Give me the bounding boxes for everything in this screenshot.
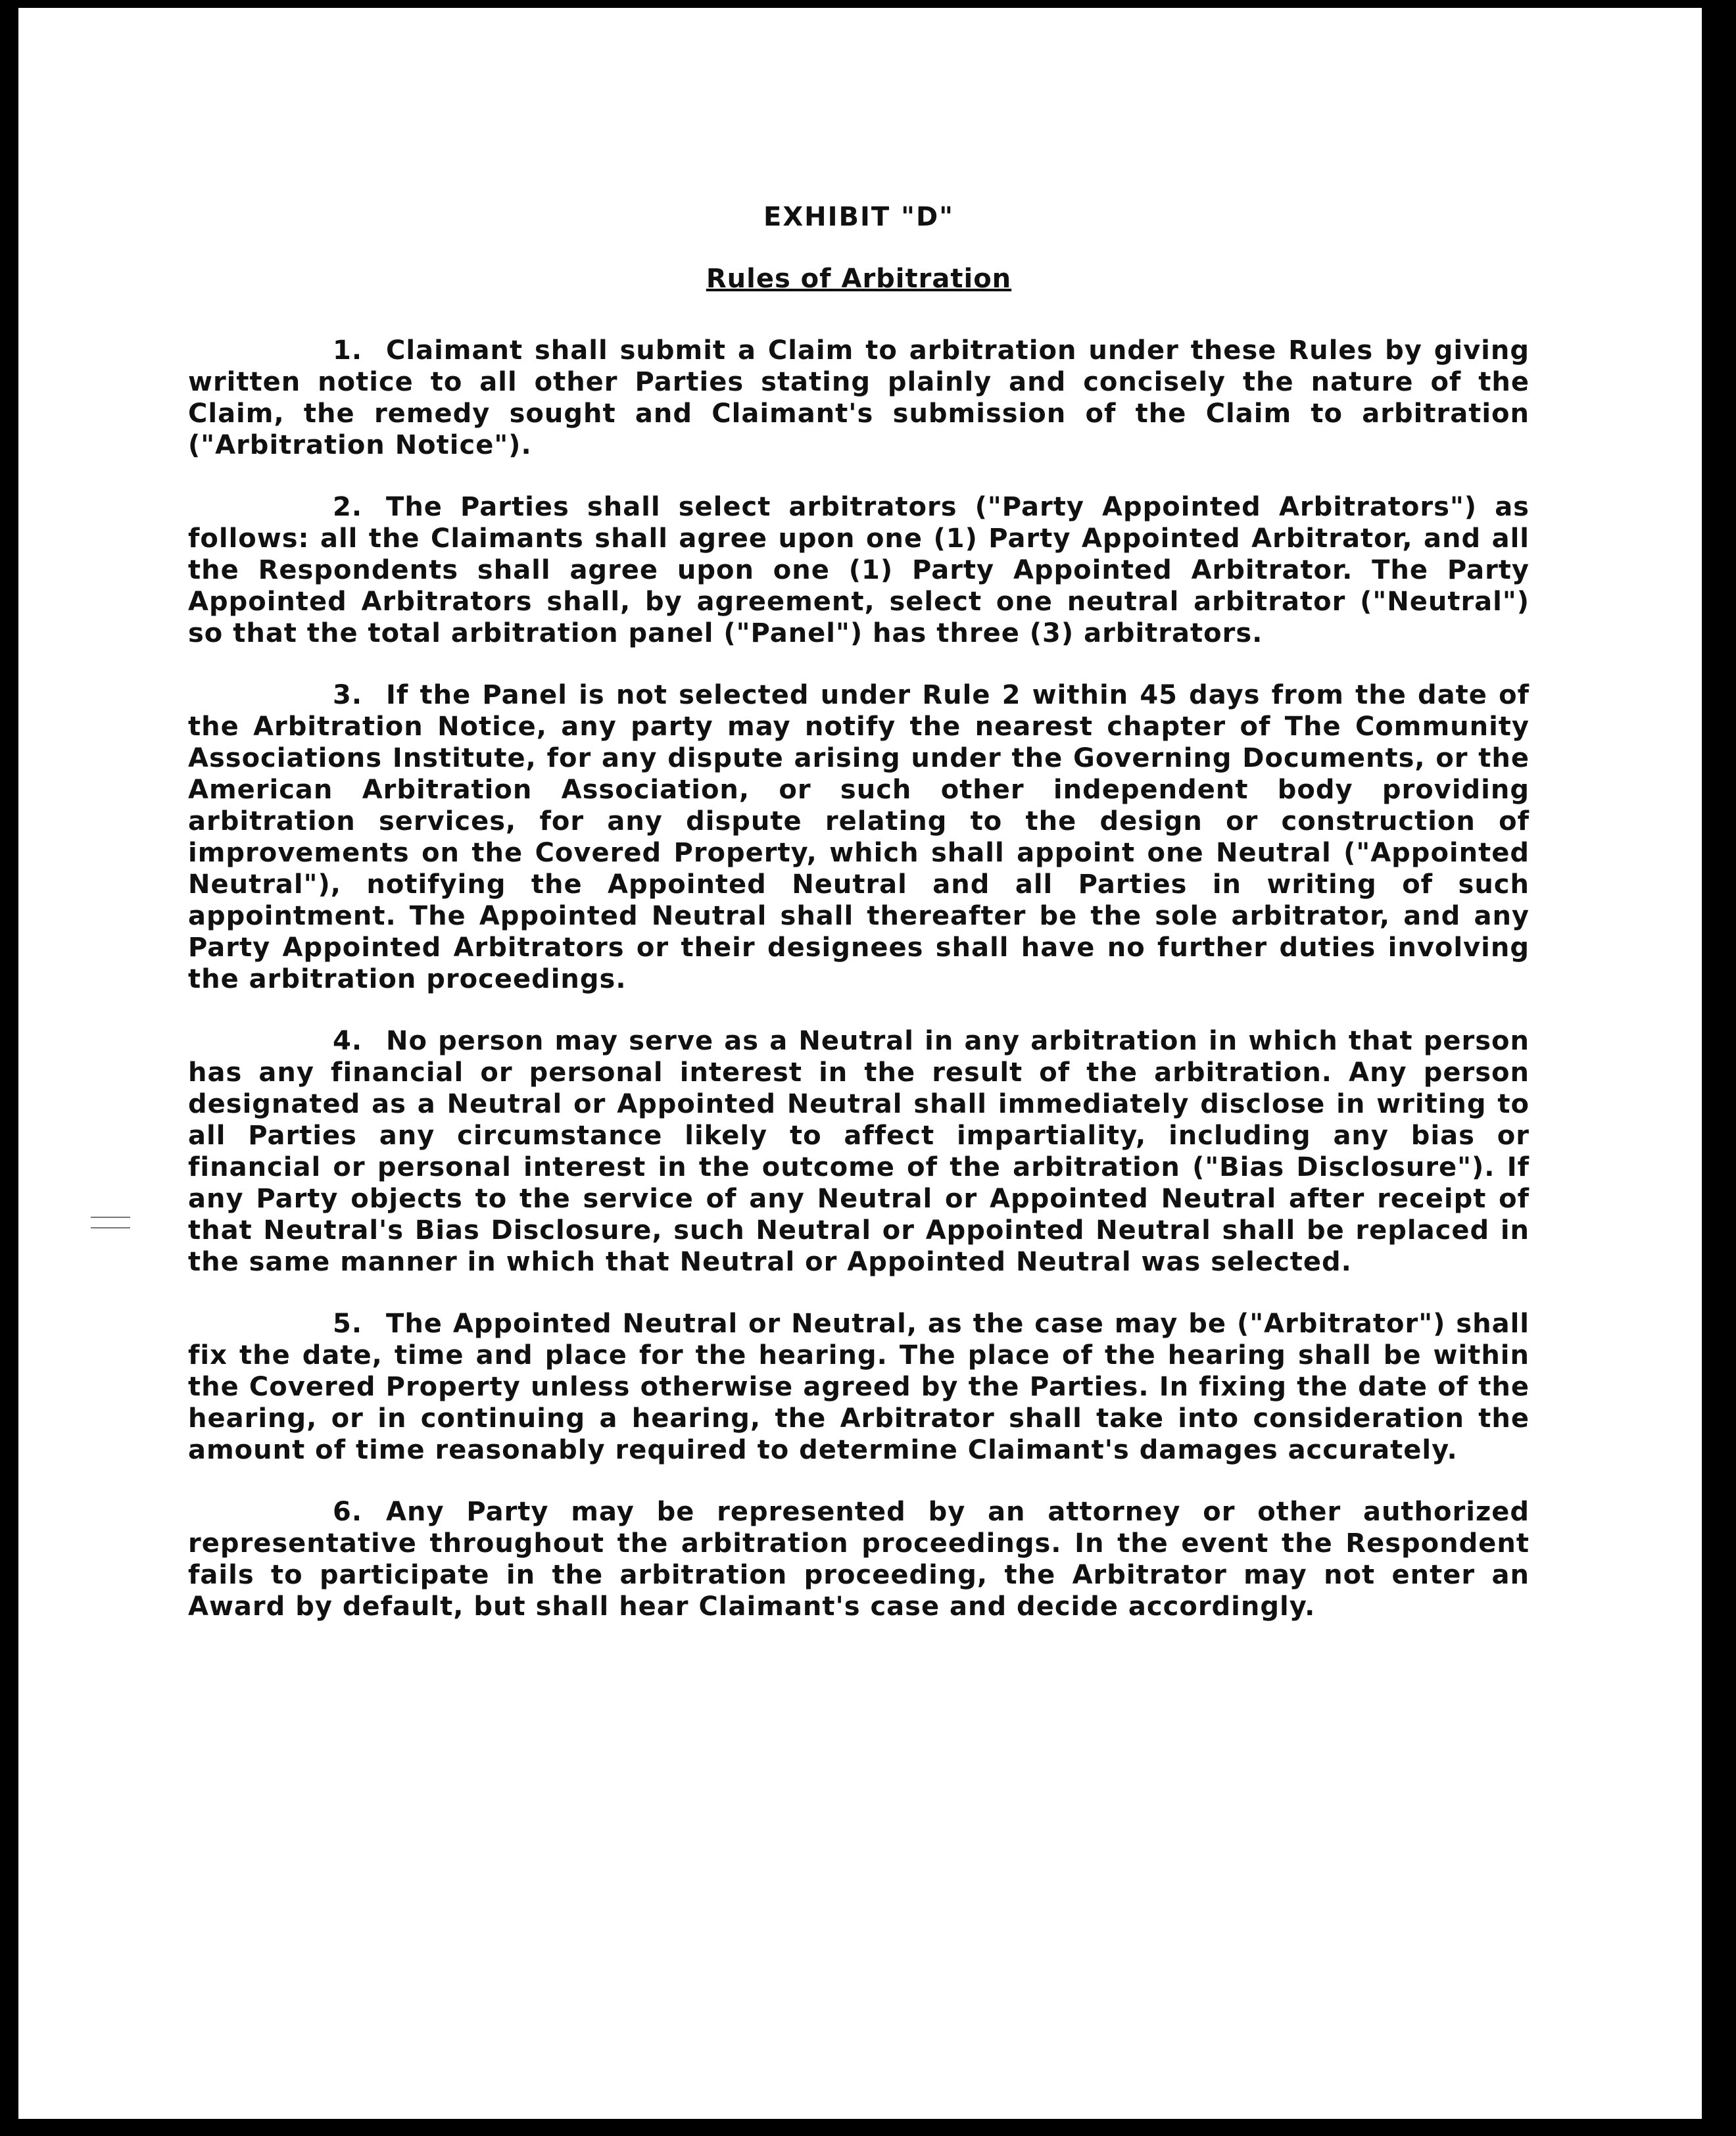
rule-text: If the Panel is not selected under Rule 2 within 45 days from the date of the Arbitration Notice, any party may notify the nearest chapter of The Community Associations Institute, for any dispute arising under the Governing Documents, or the American Arbitration Association, or such other independent body providing arbitration services, for any dispute relating to the design or construction of improvements on the Covered Property, which shall appoint one Neutral ("Appointed Neutral"), notifying the Appointed Neutral and all Parties in writing of such appointment. The Appointed Neutral shall thereafter be the sole arbitrator, and any Party Appointed Arbitrators or their designees shall have no further duties involving the arbitration proceedings. xyxy=(188,680,1530,994)
rule-6 xyxy=(188,1496,1530,1622)
rule-number: 2. xyxy=(333,492,363,522)
scan-edge-mark xyxy=(1670,0,1710,3)
rule-5 xyxy=(188,1308,1530,1466)
rule-4 xyxy=(188,1025,1530,1278)
exhibit-title: EXHIBIT "D" xyxy=(763,202,954,232)
rule-text: The Appointed Neutral or Neutral, as the case may be ("Arbitrator") shall fix the date, time and place for the hearing. The place of the hearing shall be within the Covered Property unless otherwise agreed by the Parties. In fixing the date of the hearing, or in continuing a hearing, the Arbitrator shall take into consideration the amount of time reasonably required to determine Claimant's damages accurately. xyxy=(188,1309,1530,1465)
rule-number: 3. xyxy=(333,680,363,710)
document-body xyxy=(188,202,1530,1653)
rules-title: Rules of Arbitration xyxy=(706,264,1012,294)
rule-text: No person may serve as a Neutral in any arbitration in which that person has any financial or personal interest in the result of the arbitration. Any person designated as a Neutral or Appointed Neutral shall immediately disclose in writing to all Parties any circumstance likely to affect impartiality, including any bias or financial or personal interest in the outcome of the arbitration ("Bias Disclosure"). If any Party objects to the service of any Neutral or Appointed Neutral after receipt of that Neutral's Bias Disclosure, such Neutral or Appointed Neutral shall be replaced in the same manner in which that Neutral or Appointed Neutral was selected. xyxy=(188,1026,1530,1277)
rule-number: 1. xyxy=(333,335,363,366)
rule-text: The Parties shall select arbitrators ("Party Appointed Arbitrators") as follows: all the Claimants shall agree upon one (1) Party Appointed Arbitrator, and all the Respondents shall agree upon one (1) Party Appointed Arbitrator. The Party Appointed Arbitrators shall, by agreement, select one neutral arbitrator ("Neutral") so that the total arbitration panel ("Panel") has three (3) arbitrators. xyxy=(188,492,1530,648)
rule-text: Any Party may be represented by an attorney or other authorized representative throughout the arbitration proceedings. In the event the Respondent fails to participate in the arbitration proceeding, the Arbitrator may not enter an Award by default, but shall hear Claimant's case and decide accordingly. xyxy=(188,1497,1530,1622)
rule-1 xyxy=(188,335,1530,461)
rule-3 xyxy=(188,679,1530,995)
rule-number: 4. xyxy=(333,1026,363,1056)
margin-mark xyxy=(91,1217,130,1228)
document-page xyxy=(18,8,1702,2119)
rule-number: 6. xyxy=(333,1497,363,1527)
rule-text: Claimant shall submit a Claim to arbitration under these Rules by giving written notice to all other Parties stating plainly and concisely the nature of the Claim, the remedy sought and Claimant's submission of the Claim to arbitration ("Arbitration Notice"). xyxy=(188,335,1530,460)
rule-2 xyxy=(188,491,1530,649)
rule-number: 5. xyxy=(333,1309,363,1339)
